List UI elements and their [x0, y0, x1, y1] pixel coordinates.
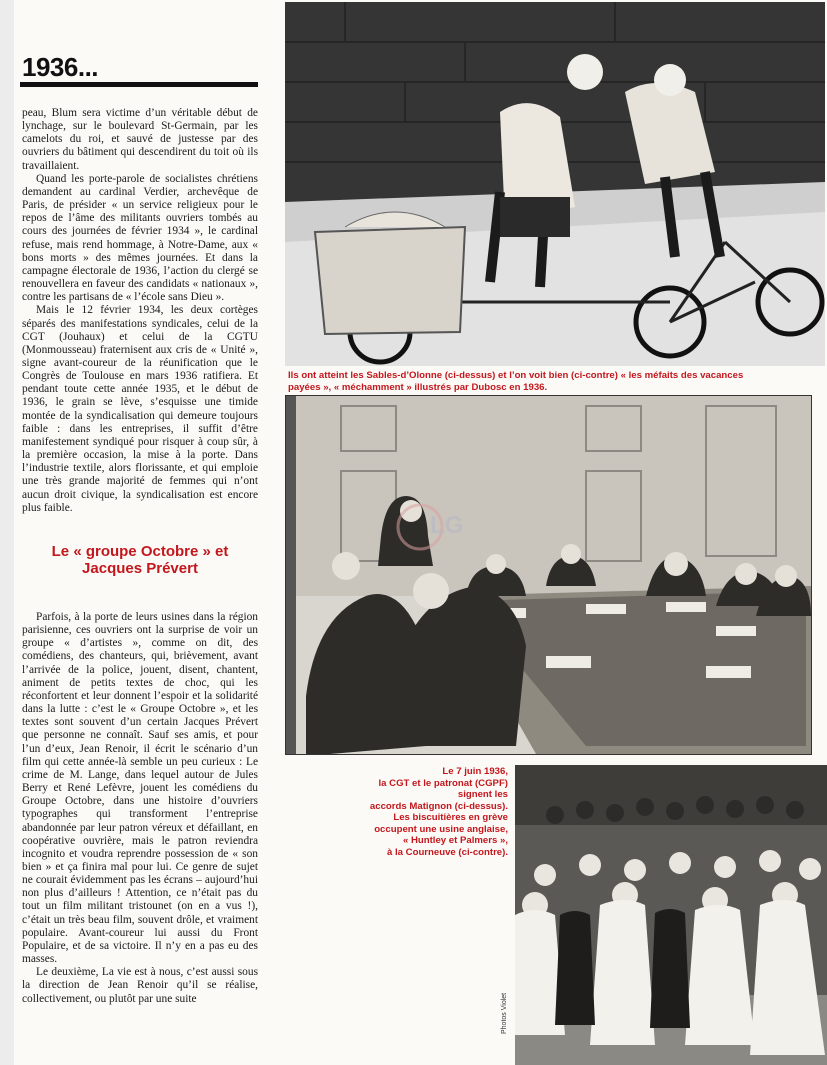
article-column-bottom: [22, 611, 258, 1006]
caption-line: Le 7 juin 1936,: [442, 766, 508, 777]
photo-credit: [497, 963, 509, 1043]
paragraph: Quand les porte-parole de socialistes chrétiens demandent au cardinal Verdier, archevêque de Paris, de présider « un service religieux pour le repos de l’âme des militants ouvriers tombés au cours des journées de février 1934 », le cardinal refuse, mais rend hommage, à Notre-Dame, aux « bons morts » des mêmes journées. Et dans la campagne électorale de 1936, l’action du clergé se renouvellera en faveur des candidats « nationaux », contre les partisans de « l’école sans Dieu ».: [22, 172, 258, 304]
caption-line: occupent une usine anglaise,: [374, 823, 508, 835]
matignon-caption: [340, 766, 508, 858]
photo-credit-text: Photos Violet: [501, 992, 508, 1034]
page-gutter: [0, 0, 14, 1065]
article-column-top: [22, 107, 258, 515]
page-title: 1936...: [22, 52, 99, 82]
svg-text:LG: LG: [430, 512, 464, 539]
matignon-signing-photo: [285, 395, 812, 755]
caption-line: Les biscuitières en grève: [393, 812, 508, 823]
paragraph: Parfois, à la porte de leurs usines dans la région parisienne, ces ouvriers ont la surprise de voir un groupe « d’artistes », comme on dit, des comédiens, des chanteurs, qui, brièvement, avant l’arrivée de la police, jouent, disent, chantent, animent de petits textes de choc, qui les réconfortent et leur donnent l’espoir et la solidarité dans la lutte : c’est le « Groupe Octobre », et les textes sont souvent d’un certain Jacques Prévert que personne ne connaît. Sauf ses amis, et pour l’un d’eux, Jean Renoir, il écrit le scénario d’un film qui cette année-là semble un peu curieux : Le crime de M. Lange, dans lequel autour de Jules Berry et René Lefèvre, jouent les comédiens du Groupe Octobre, dans une histoire d’ouvriers typographes qui transforment l’entreprise abandonnée par leur patron véreux et défaillant, en coopérative ouvrière, mais le patron reviendra incognito et voudra reprendre possession de « son bien » et ça finira mal pour lui. Ce genre de sujet ne courait évidemment pas les écrans – aujourd’hui non plus d’ailleurs ! Attention, ce n’était pas du tout un film militant tristounet (on en a vus !), c’était un très beau film, souvent drôle, et vraiment populaire. Avant-coureur lui aussi du Front Populaire, et de sa victoire. Il n’y en a pas eu des masses.: [22, 611, 258, 966]
title-rule: [20, 82, 258, 87]
lg-watermark-logo: [390, 495, 490, 555]
tandem-bicycle-photo: [285, 2, 825, 366]
caption-line: accords Matignon (ci-dessus).: [369, 800, 508, 812]
tandem-caption: Ils ont atteint les Sables-d’Olonne (ci-dessus) et l’on voit bien (ci-contre) « les méfaits des vacances payées », « méchamment » illustrés par Dubosc en 1936.: [288, 370, 744, 393]
paragraph: Le deuxième, La vie est à nous, c’est aussi sous la direction de Jean Renoir qu’il se réalise, collectivement, ou plutôt par une suite: [22, 966, 258, 1005]
caption-line: « Huntley et Palmers »,: [402, 835, 508, 846]
biscuit-strike-photo: [515, 765, 827, 1065]
caption-line: à la Courneuve (ci-contre).: [386, 846, 508, 858]
paragraph: peau, Blum sera victime d’un véritable début de lynchage, sur le boulevard St-Germain, par les camelots du roi, et sauvé de justesse par des ouvriers du bâtiment qui descendirent du toit où ils travaillaient.: [22, 107, 258, 172]
caption-line: la CGT et le patronat (CGPF): [378, 777, 508, 789]
paragraph: Mais le 12 février 1934, les deux cortèges séparés des manifestations syndicales, celui de la CGT (Jouhaux) et celui de la CGTU (Monmousseau) fraternisent aux cris de « Unité », signe avant-coureur de la réunification que le Congrès de Toulouse en mars 1936 ratifiera. Et pendant toute cette année 1935, et le début de 1936, le grain se lève, s’esquisse une timide montée de la syndicalisation qui demeure toujours faible : dans les entreprises, il suffit d’être manifestement syndiqué pour risquer à coup sûr, à la première occasion, la mise à la porte. Dans l’industrie textile, alors florissante, et qui emploie une très grande majorité de femmes qui n’ont aucun droit civique, la syndicalisation est encore plus faible.: [22, 304, 258, 514]
caption-line: signent les: [457, 789, 508, 800]
section-subheading: Le « groupe Octobre » et Jacques Prévert: [51, 543, 229, 577]
